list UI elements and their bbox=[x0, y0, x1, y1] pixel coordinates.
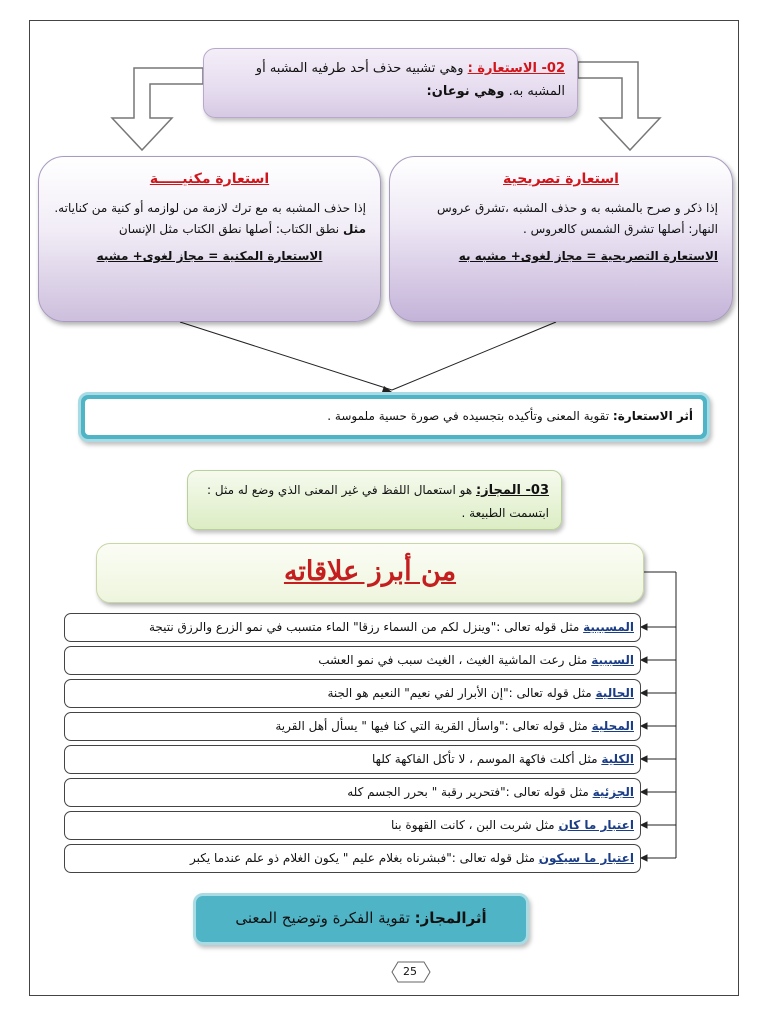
relation-name: اعتبار ما كان bbox=[558, 818, 634, 832]
relation-row bbox=[64, 844, 641, 873]
metaphor-types-text: وهي نوعان: bbox=[426, 84, 505, 99]
metaphor-effect-text: تقوية المعنى وتأكيده بتجسيده في صورة حسية ملموسة . bbox=[327, 409, 610, 423]
arrow-right-down bbox=[578, 62, 660, 150]
relation-text: مثل أكلت فاكهة الموسم ، لا تأكل الفاكهة كلها bbox=[372, 752, 598, 766]
majaz-number-title: 03- المجاز: bbox=[475, 483, 549, 498]
implicit-metaphor-body bbox=[53, 198, 366, 240]
relation-text: مثل قوله تعالى :"فتحرير رقبة " بحرر الجسم كله bbox=[347, 785, 589, 799]
relation-row bbox=[64, 712, 641, 741]
relation-text: مثل قوله تعالى :"وينزل لكم من السماء رزقا" الماء متسبب في نمو الزرع والرزق نتيجة bbox=[148, 620, 580, 634]
explicit-metaphor-title: استعارة تصريحية bbox=[503, 171, 619, 187]
relation-text: مثل قوله تعالى :"واسأل القرية التي كنا فيها " يسأل أهل القرية bbox=[275, 719, 588, 733]
relation-name: اعتبار ما سيكون bbox=[538, 851, 634, 865]
implicit-example-label: مثل bbox=[342, 222, 366, 236]
relations-title-banner: من أبرز علاقاته bbox=[96, 543, 644, 603]
relation-text: مثل شربت البن ، كانت القهوة بنا bbox=[390, 818, 555, 832]
relation-row bbox=[64, 613, 641, 642]
relation-name: السببية bbox=[591, 653, 634, 667]
majaz-definition-text: هو استعمال اللفظ في غير المعنى الذي وضع له مثل : ابتسمت الطبيعة . bbox=[207, 483, 549, 520]
implicit-body-pre: إذا حذف المشبه به مع ترك لازمة من لوازمه أو كنية من كناياته. bbox=[54, 201, 366, 215]
relation-row bbox=[64, 646, 641, 675]
relation-name: الحالية bbox=[595, 686, 634, 700]
majaz-effect-box bbox=[193, 893, 529, 945]
card-explicit-metaphor bbox=[389, 156, 733, 322]
metaphor-effect-box bbox=[78, 392, 710, 442]
relation-name: المحلية bbox=[591, 719, 634, 733]
relation-row bbox=[64, 679, 641, 708]
card-implicit-metaphor bbox=[38, 156, 381, 322]
relation-name: الكلية bbox=[601, 752, 634, 766]
implicit-body-post: نطق الكتاب: أصلها نطق الكتاب مثل الإنسان bbox=[118, 222, 340, 236]
relation-row bbox=[64, 811, 641, 840]
implicit-metaphor-formula: الاستعارة المكنية = مجاز لغوى+ مشبه bbox=[96, 249, 323, 263]
relation-row bbox=[64, 778, 641, 807]
metaphor-effect-label: أثر الاستعارة: bbox=[612, 409, 693, 423]
metaphor-definition-text: وهي تشبيه حذف أحد طرفيه المشبه أو المشبه به. bbox=[255, 61, 565, 99]
page-number: 25 bbox=[403, 965, 417, 978]
metaphor-definition-box bbox=[203, 48, 578, 118]
majaz-effect-text: تقوية الفكرة وتوضيح المعنى bbox=[235, 909, 410, 927]
majaz-effect-label: أثرالمجاز: bbox=[414, 909, 487, 927]
majaz-definition-box bbox=[187, 470, 562, 530]
metaphor-number-title: 02- الاستعارة : bbox=[467, 61, 565, 76]
relation-text: مثل قوله تعالى :"فبشرناه بغلام عليم " يكون الغلام ذو علم عندما يكبر bbox=[190, 851, 535, 865]
relation-text: مثل قوله تعالى :"إن الأبرار لفي نعيم" النعيم هو الجنة bbox=[327, 686, 592, 700]
explicit-metaphor-formula: الاستعارة التصريحية = مجاز لغوى+ مشبه به bbox=[458, 249, 718, 263]
relation-row bbox=[64, 745, 641, 774]
relation-name: المسببية bbox=[583, 620, 634, 634]
explicit-metaphor-body: إذا ذكر و صرح بالمشبه به و حذف المشبه ،تشرق عروس النهار: أصلها تشرق الشمس كالعروس . bbox=[436, 201, 718, 236]
relation-text: مثل رعت الماشية الغيث ، الغيث سبب في نمو العشب bbox=[318, 653, 588, 667]
arrow-left-down bbox=[112, 68, 203, 150]
relation-name: الجزئية bbox=[592, 785, 634, 799]
implicit-metaphor-title: استعارة مكنيـــــة bbox=[149, 171, 270, 187]
